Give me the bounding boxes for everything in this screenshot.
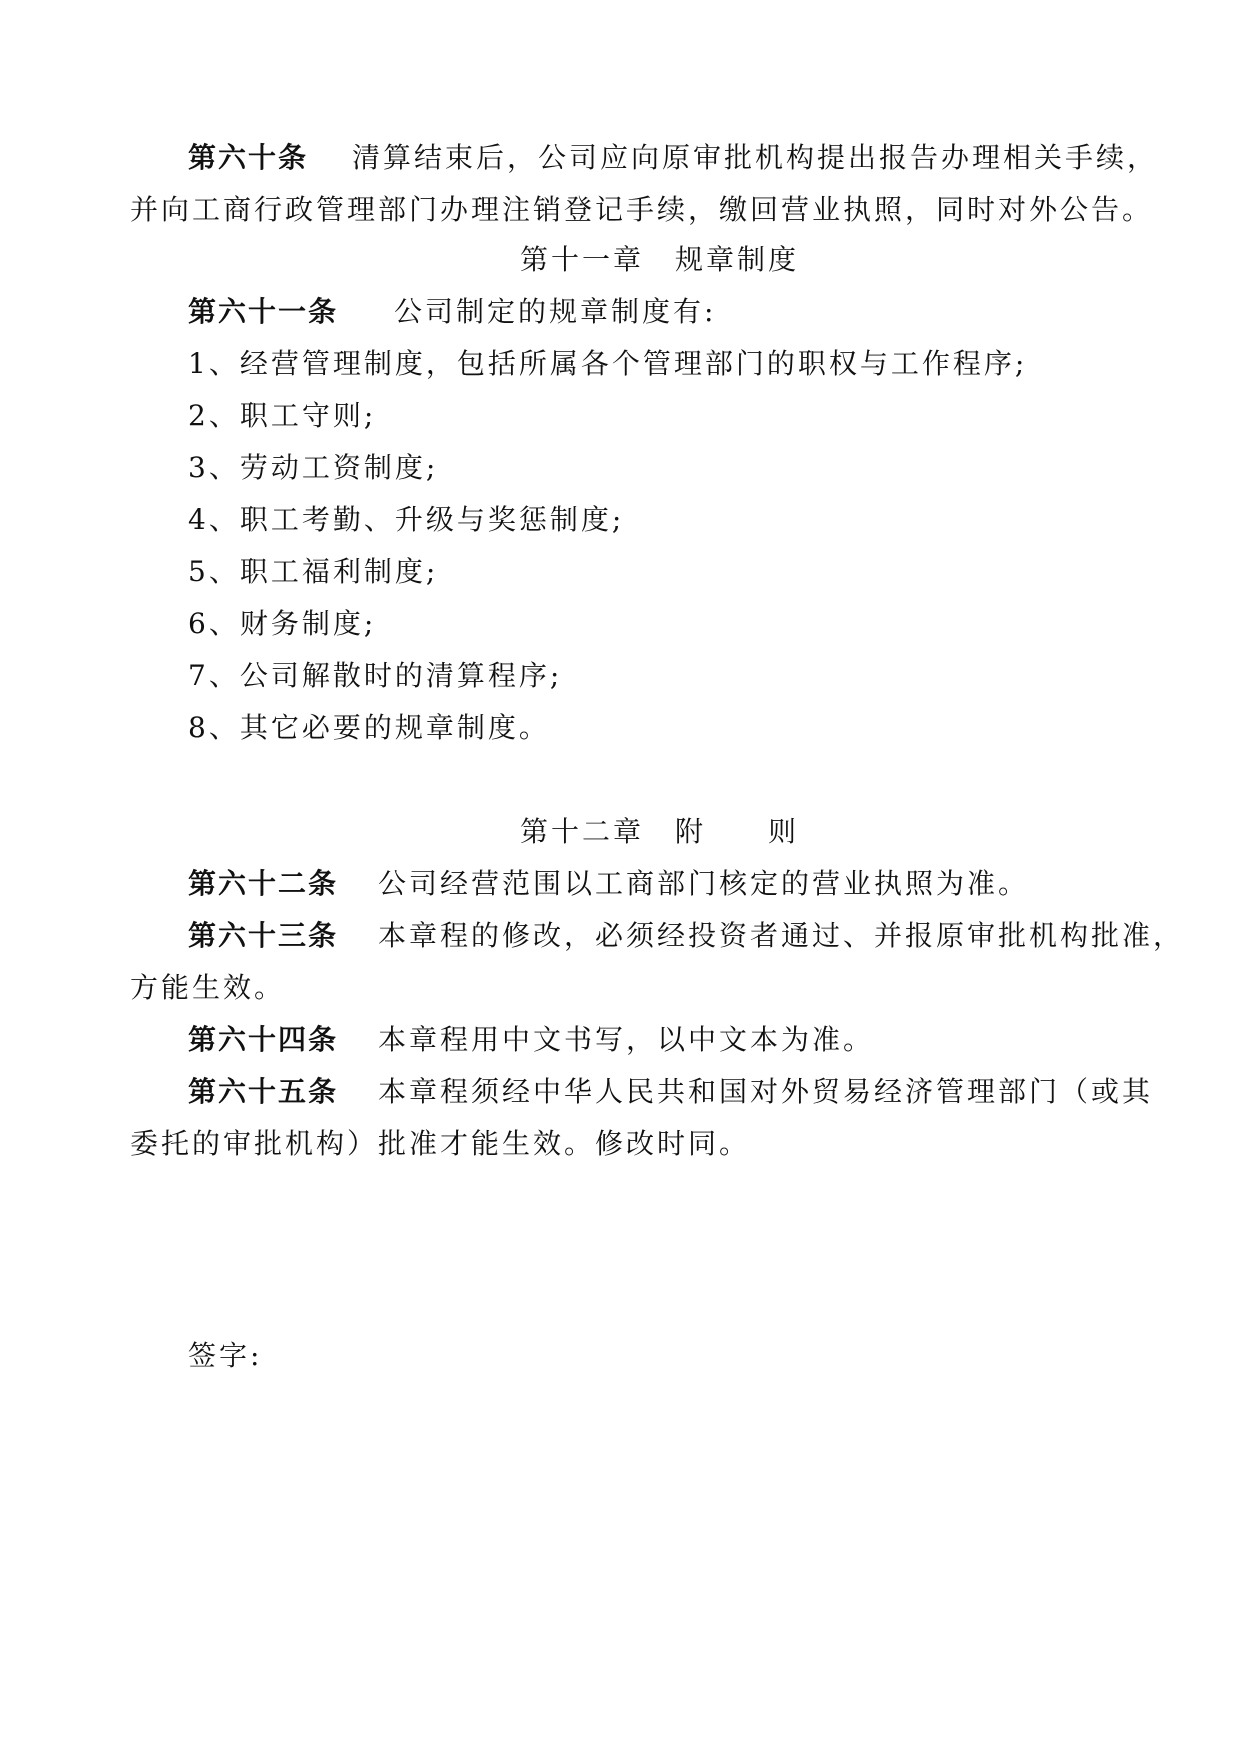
- article-63-line-2: [130, 970, 285, 1006]
- rule-item-4: 4、职工考勤、升级与奖惩制度;: [188, 503, 625, 536]
- article-62-text: 公司经营范围以工商部门核定的营业执照为准。: [378, 867, 1030, 900]
- article-65-text-1: 本章程须经中华人民共和国对外贸易经济管理部门（或其: [378, 1075, 1154, 1108]
- rule-item: [188, 710, 550, 746]
- article-61-line: [188, 294, 716, 330]
- article-64-line: [188, 1022, 874, 1058]
- article-60-text-1: 清算结束后，公司应向原审批机构提出报告办理相关手续，: [352, 141, 1159, 174]
- rule-item: [188, 606, 376, 642]
- article-60-line-2: [130, 192, 1153, 228]
- article-62-label: 第六十二条: [188, 867, 339, 900]
- rule-item: [188, 450, 438, 486]
- signature-label: 签字:: [188, 1339, 263, 1372]
- rule-item: [188, 658, 562, 694]
- article-61-label: 第六十一条: [188, 295, 339, 328]
- rule-item-8: 8、其它必要的规章制度。: [188, 711, 550, 744]
- article-65-line-1: [188, 1074, 1153, 1110]
- signature-line: [188, 1338, 262, 1374]
- rule-item-7: 7、公司解散时的清算程序;: [188, 659, 563, 692]
- rule-item: [188, 502, 624, 538]
- rule-item: [188, 398, 376, 434]
- article-64-label: 第六十四条: [188, 1023, 339, 1056]
- article-63-line-1: [188, 918, 1184, 954]
- article-65-line-2: [130, 1126, 750, 1162]
- chapter-12-title: 第十二章 附 则: [520, 815, 800, 848]
- article-60-label: 第六十条: [188, 141, 309, 174]
- rule-item-1: 1、经营管理制度，包括所属各个管理部门的职权与工作程序;: [188, 347, 1028, 380]
- rule-item-5: 5、职工福利制度;: [188, 555, 439, 588]
- chapter-11-heading: [520, 242, 799, 278]
- article-62-line: [188, 866, 1029, 902]
- article-61-text: 公司制定的规章制度有:: [394, 295, 717, 328]
- rule-item: [188, 346, 1027, 382]
- chapter-11-title: 第十一章 规章制度: [520, 243, 800, 276]
- article-63-text-1: 本章程的修改，必须经投资者通过、并报原审批机构批准，: [378, 919, 1185, 952]
- article-64-text: 本章程用中文书写，以中文本为准。: [378, 1023, 875, 1056]
- rule-item-3: 3、劳动工资制度;: [188, 451, 439, 484]
- article-63-text-2: 方能生效。: [130, 971, 286, 1004]
- rule-item-2: 2、职工守则;: [188, 399, 377, 432]
- article-60-text-2: 并向工商行政管理部门办理注销登记手续，缴回营业执照，同时对外公告。: [130, 193, 1154, 226]
- chapter-12-heading: [520, 814, 799, 850]
- article-65-text-2: 委托的审批机构）批准才能生效。修改时同。: [130, 1127, 751, 1160]
- article-60-line-1: [188, 140, 1158, 176]
- rule-item: [188, 554, 438, 590]
- article-63-label: 第六十三条: [188, 919, 339, 952]
- article-65-label: 第六十五条: [188, 1075, 339, 1108]
- rule-item-6: 6、财务制度;: [188, 607, 377, 640]
